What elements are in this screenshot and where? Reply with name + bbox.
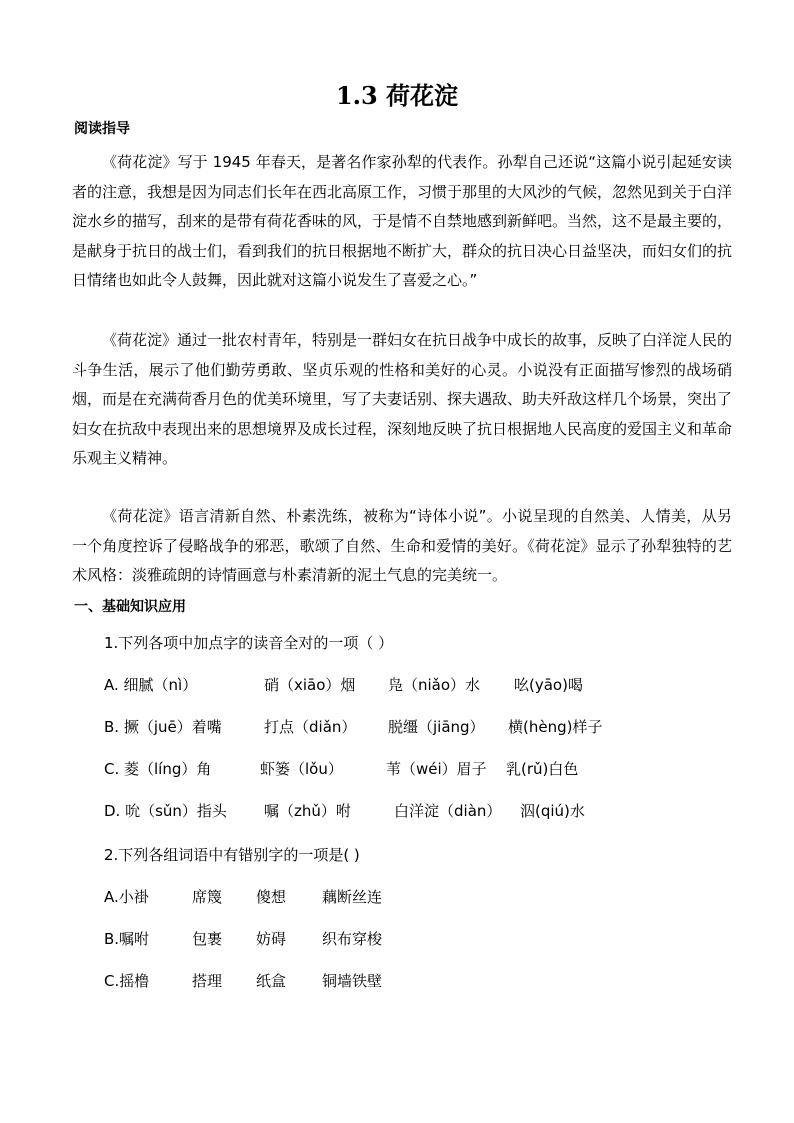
option-item: 打点（diǎn）	[264, 718, 357, 736]
option-item: 搭理	[192, 972, 223, 990]
option-item: 纸盒	[256, 972, 287, 990]
question-1-option-b	[104, 716, 704, 738]
option-item: 泅(qiú)水	[520, 802, 585, 820]
paragraph-2: 《荷花淀》通过一批农村青年，特别是一群妇女在抗日战争中成长的故事，反映了白洋淀人民的斗争生活，展示了他们勤劳勇敢、坚贞乐观的性格和美好的心灵。小说没有正面描写惨烈的战场硝烟，而是在充满荷香月色的优美环境里，写了夫妻话别、探夫遇敌、助夫歼敌这样几个场景，突出了妇女在抗敌中表现出来的思想境界及成长过程，深刻地反映了抗日根据地人民高度的爱国主义和革命乐观主义精神。	[72, 331, 733, 467]
option-item: 织布穿梭	[322, 930, 383, 948]
option-item: 凫（niǎo）水	[388, 676, 481, 694]
option-item: 藕断丝连	[322, 888, 383, 906]
question-2-option-b	[104, 928, 704, 950]
option-item: 席篾	[192, 888, 223, 906]
option-item: C.摇橹	[104, 972, 150, 990]
option-item: 横(hèng)样子	[508, 718, 603, 736]
paragraph-3: 《荷花淀》语言清新自然、朴素洗练，被称为“诗体小说”。小说呈现的自然美、人情美，从另一个角度控诉了侵略战争的邪恶，歌颂了自然、生命和爱情的美好。《荷花淀》显示了孙犁独特的艺术风格：淡雅疏朗的诗情画意与朴素清新的泥土气息的完美统一。	[72, 507, 732, 584]
question-1-option-a	[104, 674, 704, 696]
question-2-stem: 2.下列各组词语中有错别字的一项是( )	[104, 846, 360, 864]
question-1-option-c	[104, 758, 704, 780]
question-1-option-d	[104, 800, 704, 822]
option-item: 包裹	[192, 930, 223, 948]
question-2-option-a	[104, 886, 704, 908]
section-heading: 一、基础知识应用	[74, 599, 186, 615]
option-item: B. 撅（juē）着嘴	[104, 718, 222, 736]
option-item: D. 吮（sǔn）指头	[104, 802, 227, 820]
question-1-stem: 1.下列各项中加点字的读音全对的一项（ ）	[104, 634, 394, 652]
option-item: 铜墙铁壁	[322, 972, 383, 990]
option-item: 乳(rǔ)白色	[506, 760, 579, 778]
option-item: 脱缰（jiāng）	[388, 718, 485, 736]
option-item: 嘱（zhǔ）咐	[264, 802, 351, 820]
option-item: 苇（wéi）眉子	[386, 760, 487, 778]
question-2-option-c	[104, 970, 704, 992]
paragraph-1: 《荷花淀》写于 1945 年春天，是著名作家孙犁的代表作。孙犁自己还说“这篇小说引起延安读者的注意，我想是因为同志们长年在西北高原工作，习惯于那里的大风沙的气候，忽然见到关于白洋淀水乡的描写，刮来的是带有荷花香味的风，于是情不自禁地感到新鲜吧。当然，这不是最主要的，是献身于抗日的战士们，看到我们的抗日根据地不断扩大，群众的抗日决心日益坚决，而妇女们的抗日情绪也如此令人鼓舞，因此就对这篇小说发生了喜爱之心。”	[72, 153, 733, 289]
option-item: 妨碍	[256, 930, 287, 948]
option-item: A. 细腻（nì）	[104, 676, 198, 694]
option-item: 傻想	[256, 888, 287, 906]
option-item: B.嘱咐	[104, 930, 150, 948]
option-item: 硝（xiāo）烟	[264, 676, 356, 694]
option-item: C. 菱（líng）角	[104, 760, 212, 778]
option-item: 虾篓（lǒu）	[260, 760, 343, 778]
guide-heading: 阅读指导	[74, 121, 130, 137]
page-title: 1.3 荷花淀	[335, 81, 459, 110]
option-item: A.小褂	[104, 888, 149, 906]
option-item: 白洋淀（diàn）	[394, 802, 502, 820]
option-item: 吆(yāo)喝	[514, 676, 583, 694]
